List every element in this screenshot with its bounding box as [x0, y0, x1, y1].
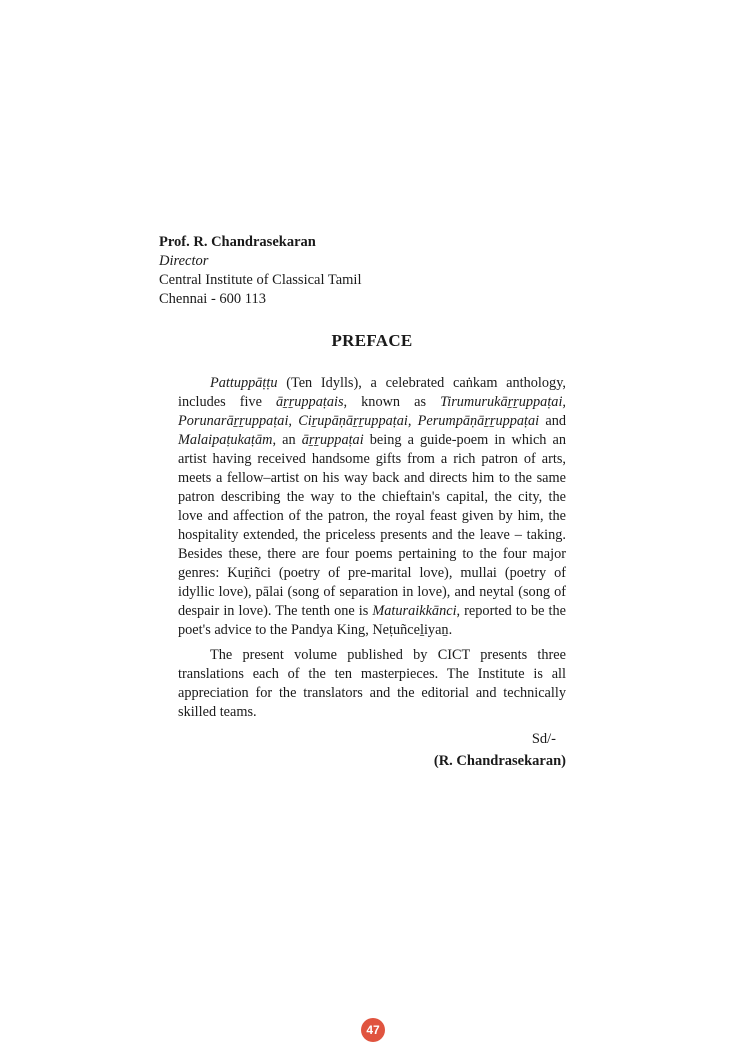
author-block: [159, 233, 361, 309]
signature-sd: Sd/-: [531, 731, 556, 747]
preface-heading: PREFACE: [331, 331, 413, 350]
text-italic: Maturaikkānci: [372, 603, 457, 619]
signature-name: (R. Chandrasekaran): [433, 753, 566, 769]
text-italic: Malaipaṭukaṭām: [178, 432, 273, 448]
text-run: and: [539, 413, 566, 429]
author-name: Prof. R. Chandrasekaran: [159, 234, 316, 250]
author-role: Director: [159, 253, 209, 269]
text-italic: Pattuppāṭṭu: [210, 375, 278, 391]
page-title: [0, 331, 744, 351]
text-run: being a guide-poem in which an artist having received handsome gifts from a rich patron of arts, meets a fellow–artist on his way back and directs him to the same patron describing the way to the chieftain's capital, the city, the love and affection of the patron, the royal feast given by him, the hospitality extended, the priceless presents and the leave – taking. Besides these, there are four poems pertaining to the four major genres: Kuṟiñci (poetry of pre-marital love), mullai (poetry of idyllic love), pālai (song of separation in love), and neytal (song of despair in love). The tenth one is: [178, 432, 567, 619]
preface-body: [178, 374, 566, 728]
institute-name: Central Institute of Classical Tamil: [159, 272, 362, 288]
signature-block: [178, 728, 566, 772]
text-run: , an: [272, 432, 302, 448]
text-italic: āṟṟuppaṭai: [301, 432, 364, 448]
paragraph-2: The present volume published by CICT presents three translations each of the ten masterpieces. The Institute is all appreciation for the translators and the editorial and technically skilled teams.: [178, 647, 566, 720]
text-run: , known as: [343, 394, 441, 410]
paragraph-1: [178, 374, 566, 640]
page-number-badge: 47: [361, 1018, 385, 1042]
institute-address: Chennai - 600 113: [159, 291, 266, 307]
text-run: (Ten Idylls), a celebrated caṅkam anthology, includes five: [178, 375, 566, 410]
text-italic: Tirumurukāṟṟuppaṭai, Porunarāṟṟuppaṭai, Ciṟupāṇāṟṟuppaṭai, Perumpāṇāṟṟuppaṭai: [178, 394, 566, 429]
text-italic: āṟṟuppaṭais: [275, 394, 344, 410]
text-run: , reported to be the poet's advice to the Pandya King, Neṭuñceḻiyaṉ.: [178, 603, 566, 638]
